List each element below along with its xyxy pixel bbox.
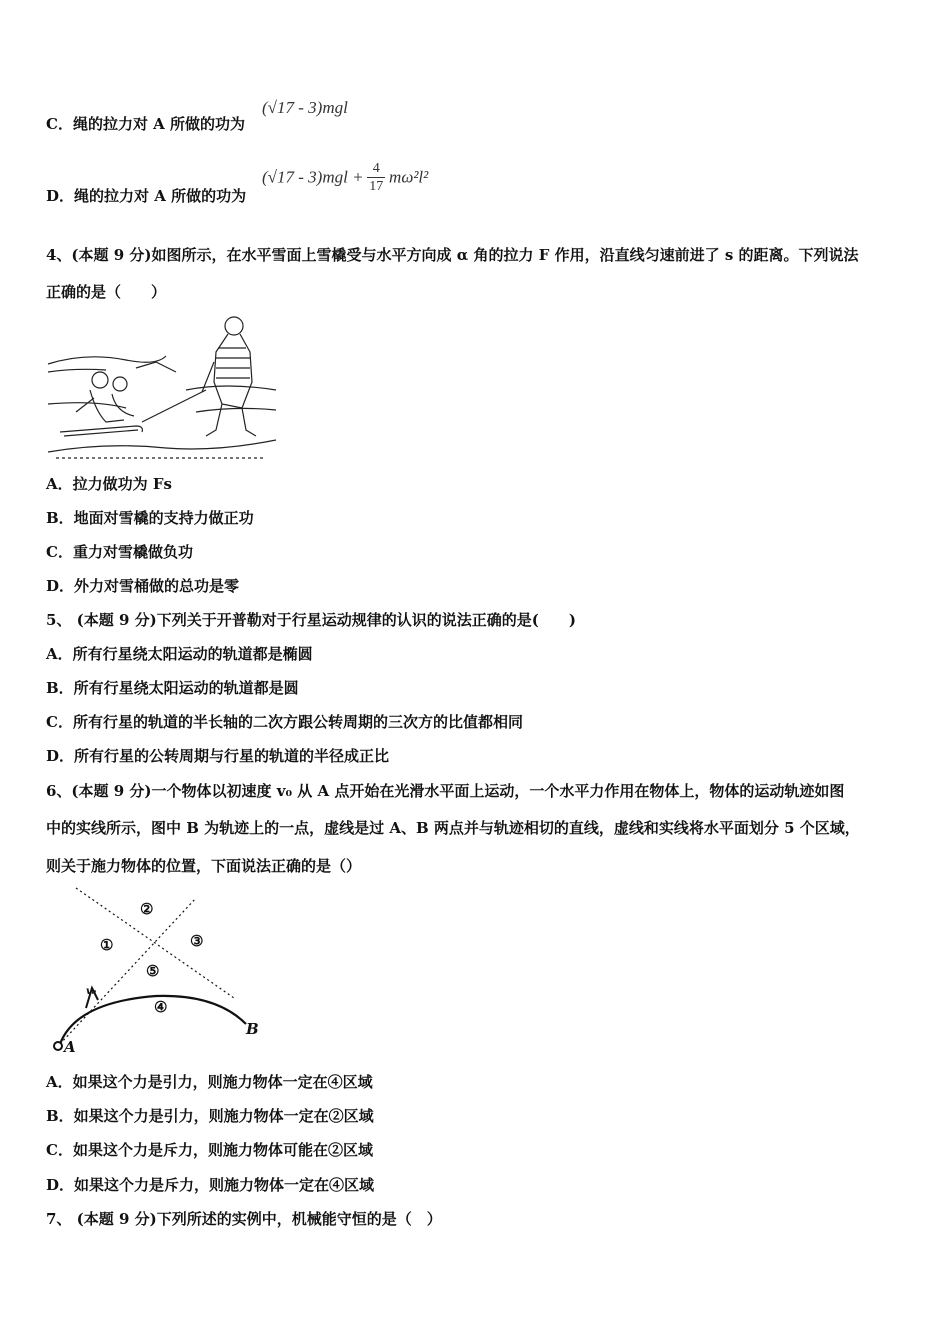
tangent-line-a [60, 898, 196, 1044]
q5-option-b: B．所有行星绕太阳运动的轨道都是圆 [46, 679, 299, 697]
q3-option-d [46, 186, 246, 206]
region-2-label: ② [140, 900, 154, 918]
region-4-label: ④ [154, 998, 168, 1016]
q4-option-c: C．重力对雪橇做负功 [46, 543, 193, 561]
q5-option-a: A．所有行星绕太阳运动的轨道都是椭圆 [46, 645, 313, 663]
q4-option-d: D．外力对雪桶做的总功是零 [46, 577, 240, 595]
formula-d-part-a: (√17 - 3)mgl + [262, 167, 364, 187]
q6-stem-line-3: 则关于施力物体的位置，下面说法正确的是（） [46, 857, 362, 875]
q3-option-c-label: C． [46, 115, 73, 133]
region-5-label: ⑤ [146, 962, 160, 980]
q6-option-c: C．如果这个力是斥力，则施力物体可能在②区域 [46, 1141, 373, 1159]
q3-option-c [46, 114, 245, 134]
q4-option-b: B．地面对雪橇的支持力做正功 [46, 509, 254, 527]
q4-stem-line-1: 4、(本题 9 分)如图所示，在水平雪面上雪橇受与水平方向成 α 角的拉力 F 作用，沿直线匀速前进了 s 的距离。下列说法 [46, 246, 859, 264]
formula-d-part-b: mω²l² [389, 167, 429, 187]
point-b-label: B [246, 1020, 259, 1038]
q4-stem-line-2: 正确的是（ ） [46, 283, 167, 301]
q5-option-d: D．所有行星的公转周期与行星的轨道的半径成正比 [46, 747, 390, 765]
q3-option-c-formula [262, 98, 348, 118]
q6-option-b: B．如果这个力是引力，则施力物体一定在②区域 [46, 1107, 374, 1125]
region-3-label: ③ [190, 932, 204, 950]
formula-c-text: (√17 - 3)mgl [262, 98, 348, 117]
q3-option-d-label: D． [46, 187, 75, 205]
q4-option-a: A．拉力做功为 Fs [46, 475, 172, 493]
q6-stem-line-1: 6、(本题 9 分)一个物体以初速度 v₀ 从 A 点开始在光滑水平面上运动，一个水平力作用在物体上，物体的运动轨迹如图 [46, 782, 845, 800]
q5-option-c: C．所有行星的轨道的半长轴的二次方跟公转周期的三次方的比值都相同 [46, 713, 523, 731]
point-a-marker [54, 1042, 62, 1050]
q6-option-a: A．如果这个力是引力，则施力物体一定在④区域 [46, 1073, 373, 1091]
formula-d-fraction [367, 160, 385, 195]
sled-illustration [46, 312, 280, 460]
q6-stem-line-2: 中的实线所示，图中 B 为轨迹上的一点，虚线是过 A、B 两点并与轨迹相切的直线，虚线和实线将水平面划分 5 个区域， [46, 819, 860, 837]
q5-stem: 5、 (本题 9 分)下列关于开普勒对于行星运动规律的认识的说法正确的是( ) [46, 611, 576, 629]
point-a-label: A [64, 1038, 76, 1056]
v0-label: v₀ [86, 986, 97, 997]
q3-option-d-formula [262, 160, 428, 195]
q3-option-c-text: 绳的拉力对 A 所做的功为 [72, 115, 246, 133]
trajectory-diagram [46, 884, 272, 1056]
fraction-numerator: 4 [367, 160, 385, 178]
q6-option-d: D．如果这个力是斥力，则施力物体一定在④区域 [46, 1176, 375, 1194]
region-1-label: ① [100, 936, 114, 954]
fraction-denominator: 17 [369, 179, 384, 194]
q7-stem: 7、 (本题 9 分)下列所述的实例中，机械能守恒的是（ ） [46, 1210, 442, 1228]
q3-option-d-text: 绳的拉力对 A 所做的功为 [74, 187, 247, 205]
